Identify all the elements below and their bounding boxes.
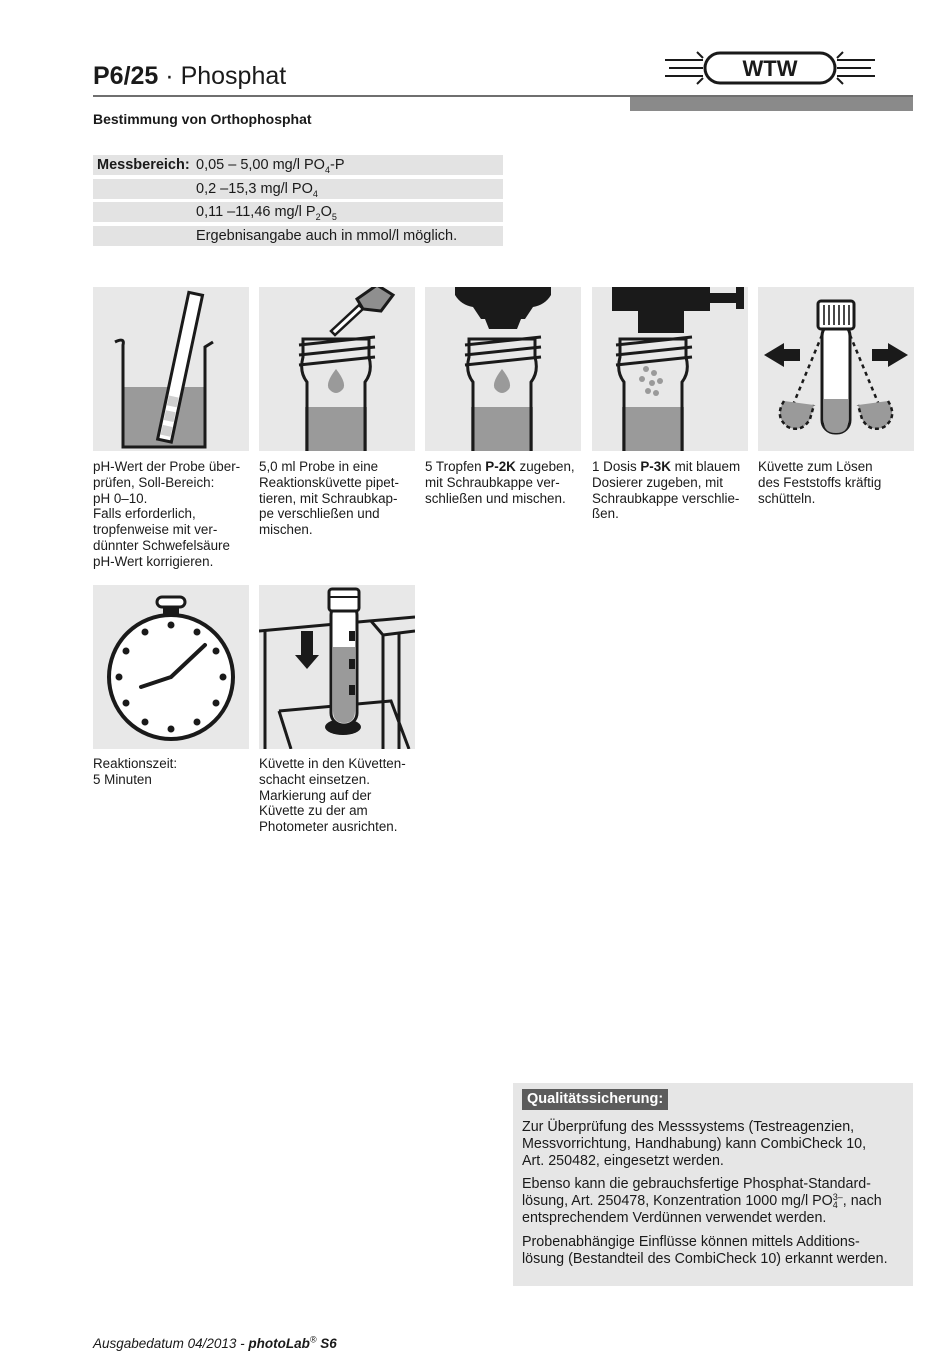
footer: Ausgabedatum 04/2013 - photoLab® S6 <box>93 1334 337 1351</box>
stopwatch-icon <box>93 585 249 749</box>
range-value: 0,11 –11,46 mg/l $P_2O_5$ <box>196 204 337 222</box>
range-row <box>93 155 503 175</box>
subtitle: Bestimmung von Orthophosphat <box>93 111 312 127</box>
quality-paragraph: Ebenso kann die gebrauchsfertige Phosphat-Standard- lösung, Art. 250478, Konzentration 1000 mg/l PO 3– 4 , nach entsprechendem Verdünnen verwendet werden. <box>522 1176 882 1226</box>
step-1-text: pH-Wert der Probe über- prüfen, Soll-Bereich: pH 0–10. Falls erforderlich, tropfenweise mit ver- dünnter Schwefelsäure pH-Wert korrigieren. <box>93 459 241 569</box>
step-6-illustration <box>93 585 249 749</box>
header-bar <box>630 97 913 111</box>
product-name: photoLab <box>248 1336 310 1351</box>
range-value: 0,05 – 5,00 mg/l $PO_4-P$ <box>196 157 345 175</box>
method-title: Phosphat <box>180 62 287 90</box>
step-6-text: Reaktionszeit: 5 Minuten <box>93 756 178 787</box>
quality-paragraph: Zur Überprüfung des Messsystems (Testreagenzien, Messvorrichtung, Handhabung) kann CombiCheck 10, Art. 250482, eingesetzt werden. <box>522 1119 867 1169</box>
range-row <box>93 226 503 246</box>
step-7-illustration <box>259 585 415 749</box>
page-title <box>93 62 286 91</box>
step-4-text: 1 Dosis P-3K mit blauem Dosierer zugeben, mit Schraubkappe verschlie- ßen. <box>592 459 741 522</box>
range-value: 0,2 –15,3 mg/l $PO_4$ <box>196 181 318 199</box>
step-7-text: Küvette in den Küvetten- schacht einsetzen. Markierung auf der Küvette zu der am Photometer ausrichten. <box>259 756 406 835</box>
step-1-illustration <box>93 287 249 451</box>
method-code: P6/25 <box>93 62 159 90</box>
range-row <box>93 179 503 199</box>
step-5-text: Küvette zum Lösen des Feststoffs kräftig schütteln. <box>758 459 882 506</box>
quality-assurance-box <box>513 1083 913 1286</box>
step-2-text: 5,0 ml Probe in eine Reaktionsküvette pipet- tieren, mit Schraubkap- pe verschließen und mischen. <box>259 459 399 538</box>
wtw-logo <box>665 50 875 86</box>
step-5-illustration <box>758 287 914 451</box>
step-3-illustration <box>425 287 581 451</box>
step-4-illustration <box>592 287 748 451</box>
quality-paragraph: Probenabhängige Einflüsse können mittels Additions- lösung (Bestandteil des CombiCheck 10) erkannt werden. <box>522 1234 888 1267</box>
range-label: Messbereich: <box>97 157 190 173</box>
quality-title: Qualitätssicherung: <box>522 1089 668 1110</box>
title-separator: · <box>165 62 174 90</box>
issue-date: Ausgabedatum 04/2013 - <box>93 1336 249 1351</box>
product-model: S6 <box>316 1336 337 1351</box>
range-note: Ergebnisangabe auch in mmol/l möglich. <box>196 228 458 244</box>
range-row <box>93 202 503 222</box>
step-2-illustration <box>259 287 415 451</box>
step-3-text: 5 Tropfen P-2K zugeben, mit Schraubkappe ver- schließen und mischen. <box>425 459 575 506</box>
logo-text: WTW <box>742 56 798 81</box>
